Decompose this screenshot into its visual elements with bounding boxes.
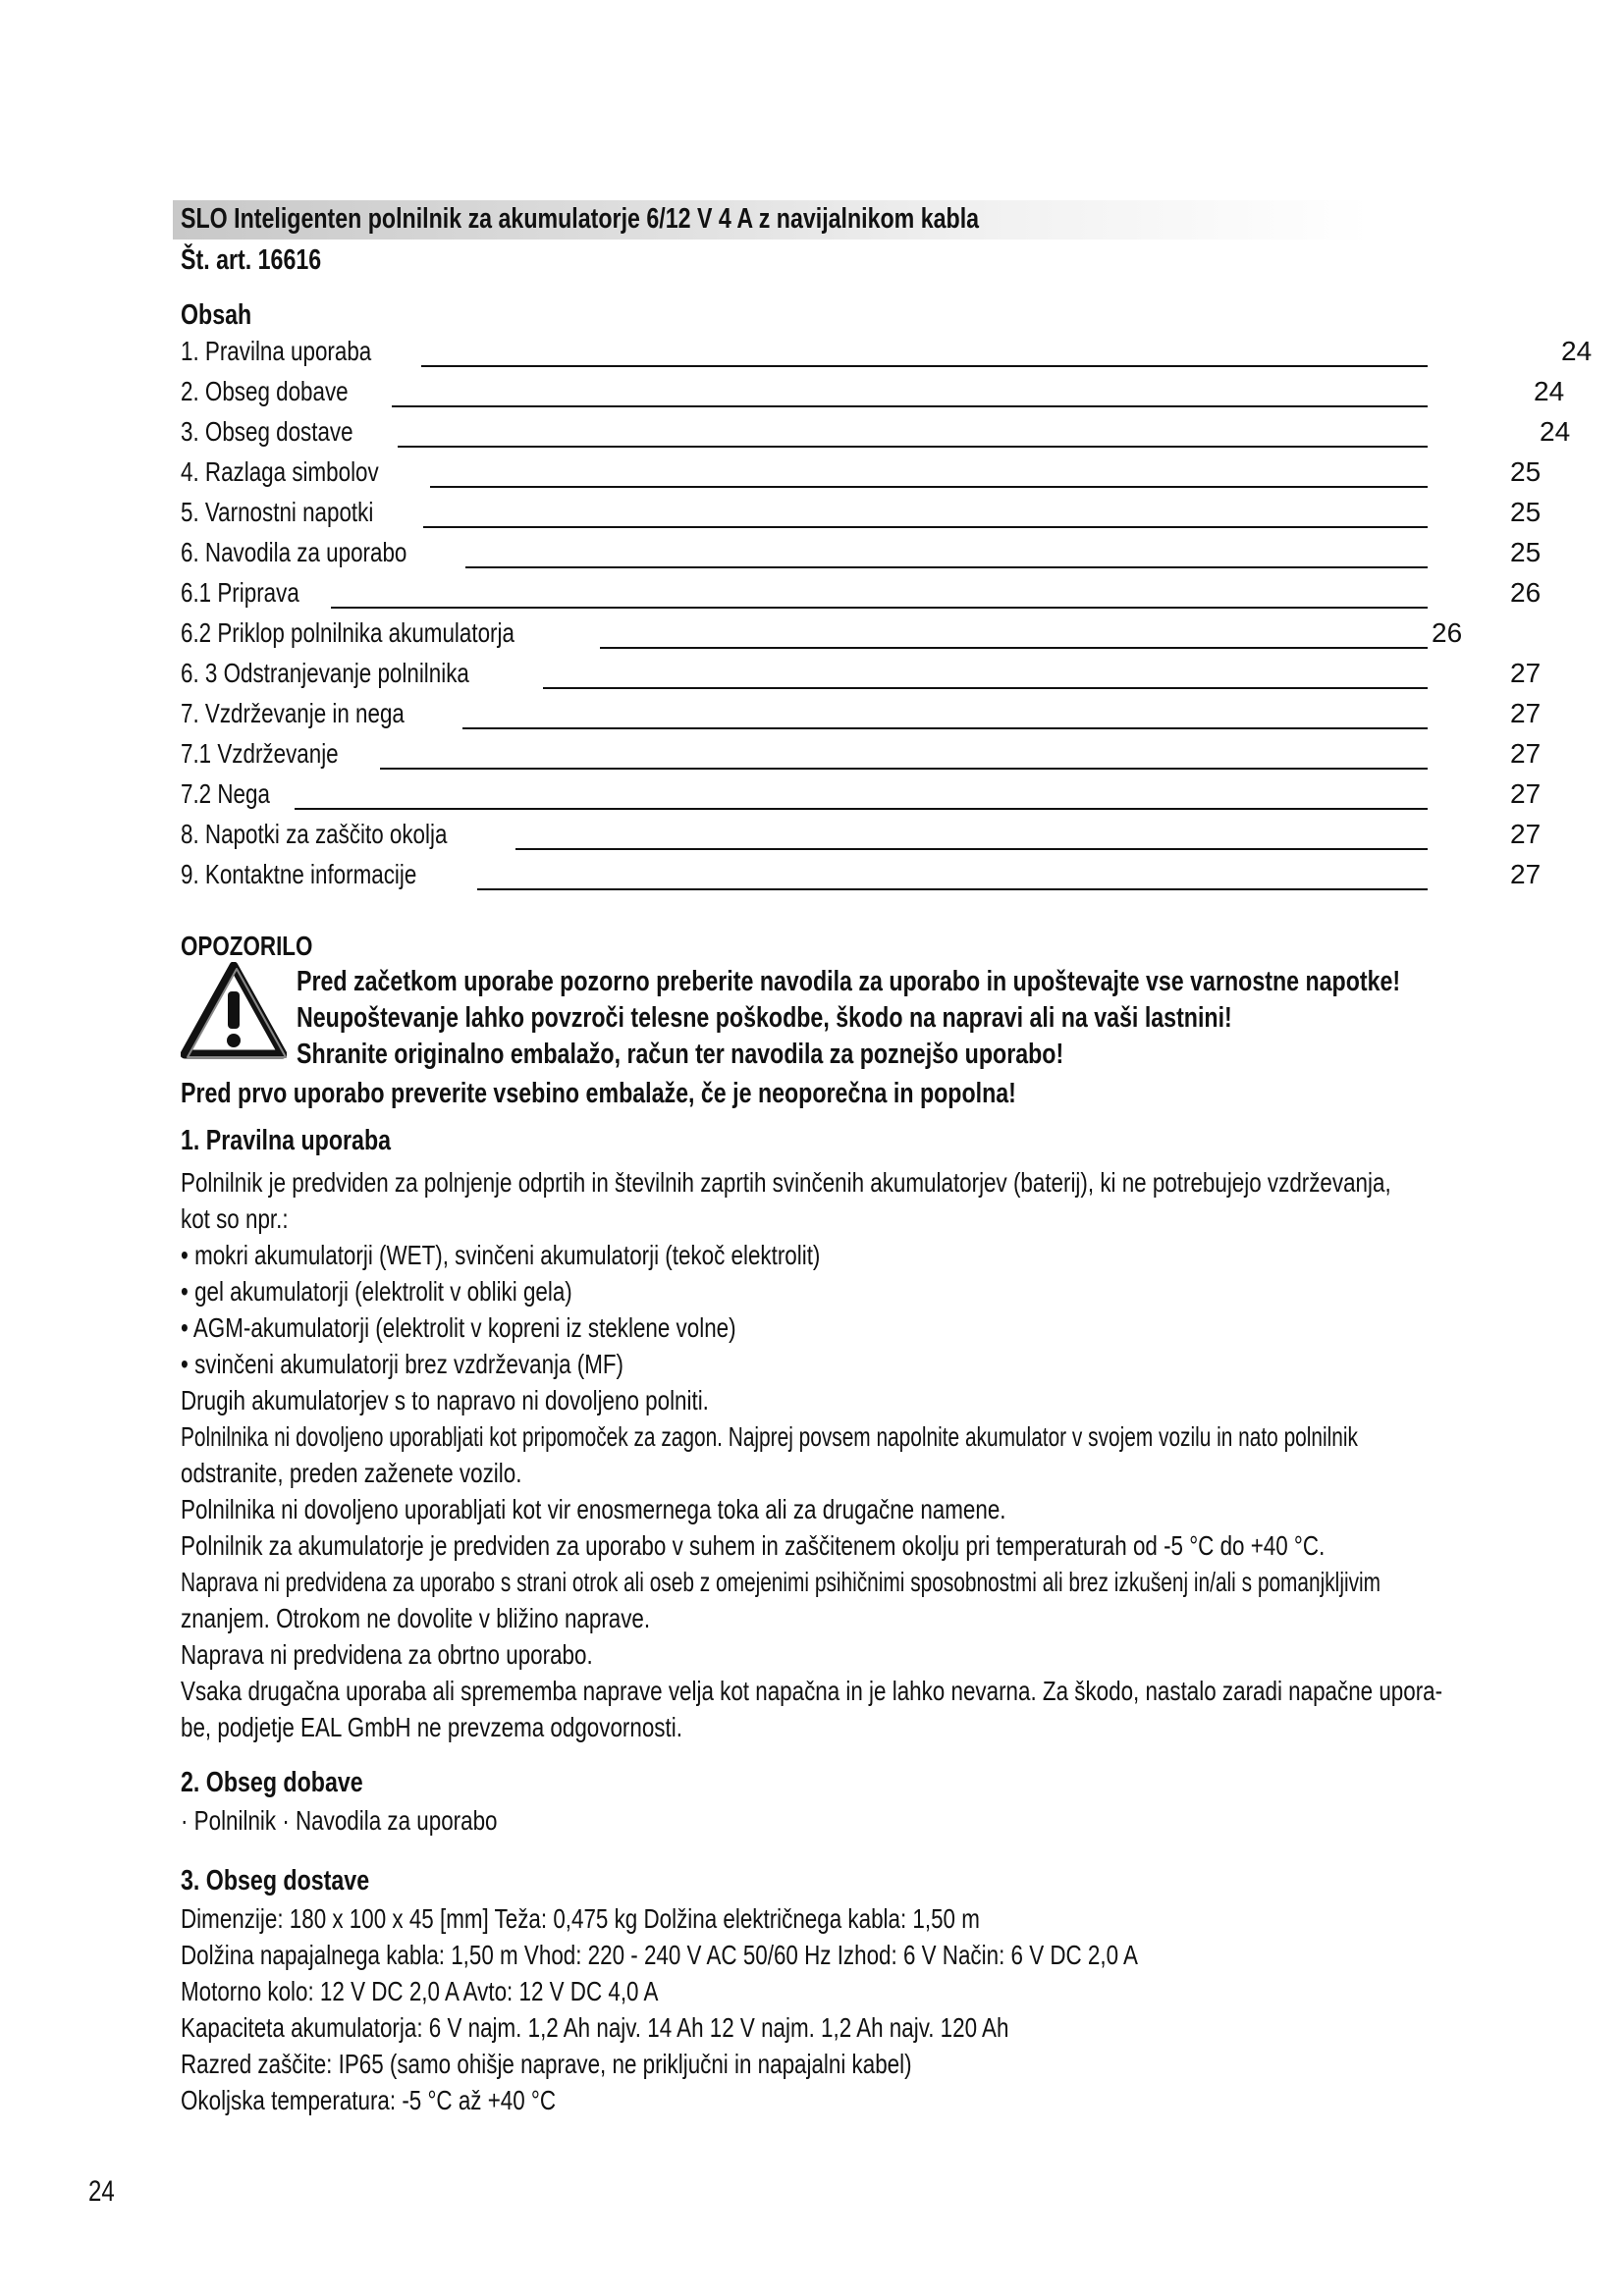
section-2-title: 2. Obseg dobave	[181, 1767, 363, 1798]
toc-entry-page: 27	[1510, 859, 1542, 889]
toc-entry-page: 25	[1510, 537, 1542, 567]
section-2-body: · Polnilnik · Navodila za uporabo	[181, 1805, 498, 1836]
toc-entry[interactable]	[181, 617, 1463, 658]
toc-entry-label: 5. Varnostni napotki	[181, 497, 423, 528]
section-3-body: Dimenzije: 180 x 100 x 45 [mm] Teža: 0,475 kg Dolžina električnega kabla: 1,50 m Dolžina napajalnega kabla: 1,50 m Vhod: 220 - 240 V AC 50/60 Hz Izhod: 6 V Način: 6 V DC 2,0 A Motorno kolo: 12 V DC 2,0 A Avto: 12 V DC 4,0 A Kapaciteta akumulatorja: 6 V najm. 1,2 Ah najv. 14 Ah 12 V najm. 1,2 Ah najv. 120 Ah Razred zaščite: IP65 (samo ohišje naprave, ne priključni in napajalni kabel) Okoljska temperatura: -5 °C až +40 °C	[181, 1903, 1139, 2115]
toc-entry-label: 9. Kontaktne informacije	[181, 859, 477, 890]
toc-entry-page: 25	[1510, 497, 1542, 527]
toc-entry-label: 4. Razlaga simbolov	[181, 456, 430, 488]
toc-entry-page: 25	[1510, 456, 1542, 487]
section-1-title: 1. Pravilna uporaba	[181, 1125, 392, 1156]
toc-entry[interactable]	[181, 497, 1542, 537]
section-3-title: 3. Obseg dostave	[181, 1865, 370, 1896]
toc-entry[interactable]	[181, 778, 1542, 819]
toc-entry[interactable]	[181, 819, 1542, 859]
warning-triangle-icon	[181, 962, 287, 1060]
toc-entry-label: 1. Pravilna uporaba	[181, 336, 421, 367]
article-number: Št. art. 16616	[181, 244, 322, 276]
toc-entry[interactable]	[181, 738, 1542, 778]
toc-entry[interactable]	[181, 859, 1542, 899]
warning-heading: OPOZORILO	[181, 931, 313, 961]
toc-entry-page: 27	[1510, 738, 1542, 769]
warning-extra-note: Pred prvo uporabo preverite vsebino embalaže, če je neoporečna in popolna!	[181, 1078, 1016, 1109]
toc-entry-page: 27	[1510, 658, 1542, 688]
toc-entry-page: 26	[1432, 617, 1463, 648]
toc-entry-page: 27	[1510, 698, 1542, 728]
toc-entry[interactable]	[181, 658, 1542, 698]
toc-entry-label: 7.2 Nega	[181, 778, 295, 810]
toc-entry[interactable]	[181, 416, 1571, 456]
toc-entry-page: 24	[1534, 376, 1565, 406]
toc-entry-label: 7.1 Vzdrževanje	[181, 738, 380, 770]
toc-entry-page: 27	[1510, 778, 1542, 809]
page-number: 24	[88, 2175, 115, 2208]
toc-entry-label: 2. Obseg dobave	[181, 376, 392, 407]
toc-entry-label: 8. Napotki za zaščito okolja	[181, 819, 515, 850]
toc-entry[interactable]	[181, 456, 1542, 497]
toc-entry-page: 27	[1510, 819, 1542, 849]
toc-entry[interactable]	[181, 698, 1542, 738]
toc-heading: Obsah	[181, 299, 252, 331]
document-title: SLO Inteligenten polnilnik za akumulatorje 6/12 V 4 A z navijalnikom kabla	[181, 203, 980, 235]
toc-entry-page: 26	[1510, 577, 1542, 608]
toc-entry-label: 7. Vzdrževanje in nega	[181, 698, 462, 729]
toc-entry-page: 24	[1540, 416, 1571, 447]
toc-entry[interactable]	[181, 376, 1565, 416]
toc-entry-page: 24	[1561, 336, 1593, 366]
toc-entry[interactable]	[181, 577, 1542, 617]
section-1-body: Polnilnik je predviden za polnjenje odprtih in številnih zaprtih svinčenih akumulatorjev (baterij), ki ne potrebujejo vzdrževanja, kot so npr.: • mokri akumulatorji (WET), svinčeni akumulatorji (tekoč elektrolit) • gel akumulatorji (elektrolit v obliki gela) • AGM-akumulatorji (elektrolit v kopreni iz steklene volne) • svinčeni akumulatorji brez vzdrževanja (MF) Drugih akumulatorjev s to napravo ni dovoljeno polniti. Polnilnika ni dovoljeno uporabljati kot pripomoček za zagon. Najprej povsem napolnite akumulator v svojem vozilu in nato polnilnik odstranite, preden zaženete vozilo. Polnilnika ni dovoljeno uporabljati kot vir enosmernega toka ali za drugačne namene. Polnilnik za akumulatorje je predviden za uporabo v suhem in zaščitenem okolju pri temperaturah od -5 °C do +40 °C. Naprava ni predvidena za uporabo s strani otrok ali oseb z omejenimi psihičnimi sposobnostmi ali brez izkušenj in/ali s pomanjkljivim znanjem. Otrokom ne dovolite v bližino naprave. Naprava ni predvidena za obrtno uporabo. Vsaka drugačna uporaba ali sprememba naprave velja kot napačna in je lahko nevarna. Za škodo, nastalo zaradi napačne upora- be, podjetje EAL GmbH ne prevzema odgovornosti.	[181, 1167, 1443, 1742]
toc-entry-label: 6. 3 Odstranjevanje polnilnika	[181, 658, 543, 689]
toc-entry-label: 6.1 Priprava	[181, 577, 331, 609]
toc-entry-label: 3. Obseg dostave	[181, 416, 398, 448]
toc-entry-label: 6.2 Priklop polnilnika akumulatorja	[181, 617, 600, 649]
warning-text: Pred začetkom uporabe pozorno preberite navodila za uporabo in upoštevajte vse varnostne napotke! Neupoštevanje lahko povzroči telesne poškodbe, škodo na napravi ali na vaši lastnini! Shranite originalno embalažo, račun ter navodila za poznejšo uporabo!	[297, 966, 1401, 1070]
toc-entry[interactable]	[181, 336, 1593, 376]
toc-entry[interactable]	[181, 537, 1542, 577]
toc-entry-label: 6. Navodila za uporabo	[181, 537, 465, 568]
